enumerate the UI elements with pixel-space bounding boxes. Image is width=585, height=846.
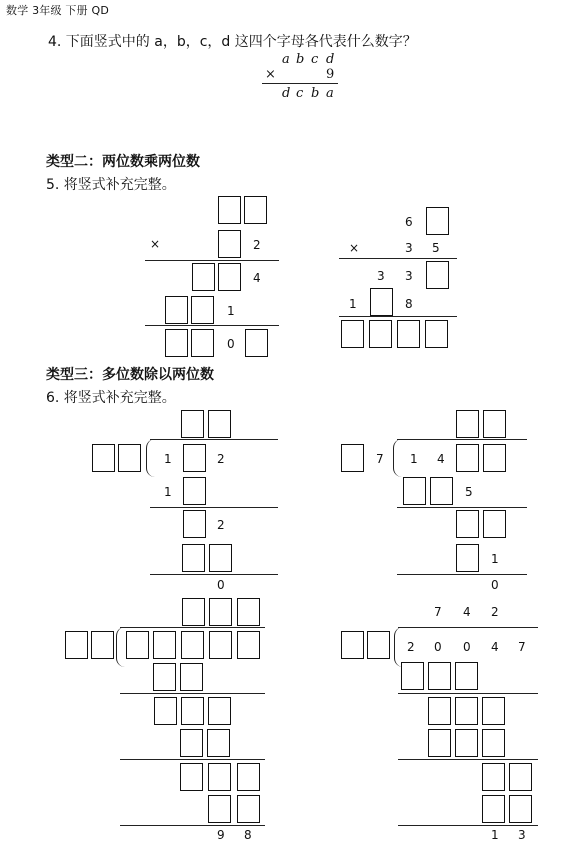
question-5-label: 5. 将竖式补充完整。 (46, 177, 176, 193)
blank-box[interactable] (370, 288, 393, 316)
blank-box[interactable] (118, 444, 141, 472)
digit: 4 (491, 640, 499, 654)
rule (398, 693, 538, 694)
q4-multiplier: 9 (326, 67, 335, 82)
blank-box[interactable] (208, 795, 231, 823)
blank-box[interactable] (207, 729, 230, 757)
rule (398, 825, 538, 826)
blank-box[interactable] (181, 697, 204, 725)
blank-box[interactable] (165, 296, 188, 324)
blank-box[interactable] (153, 663, 176, 691)
blank-box[interactable] (191, 296, 214, 324)
digit: 0 (434, 640, 442, 654)
blank-box[interactable] (483, 510, 506, 538)
blank-box[interactable] (425, 320, 448, 348)
times-sign: × (150, 237, 161, 251)
blank-box[interactable] (208, 697, 231, 725)
division-bar (398, 627, 538, 628)
blank-box[interactable] (237, 598, 260, 626)
blank-box[interactable] (244, 196, 267, 224)
blank-box[interactable] (165, 329, 188, 357)
q4-result-digit: a (326, 86, 334, 101)
blank-box[interactable] (456, 544, 479, 572)
blank-box[interactable] (153, 631, 176, 659)
digit: 4 (463, 605, 471, 619)
blank-box[interactable] (509, 795, 532, 823)
q4-digit: d (326, 52, 335, 67)
rule (120, 825, 265, 826)
blank-box[interactable] (183, 510, 206, 538)
digit: 6 (405, 215, 413, 229)
rule (150, 507, 278, 508)
q4-result-digit: b (311, 86, 320, 101)
blank-box[interactable] (455, 697, 478, 725)
digit: 1 (349, 297, 357, 311)
digit: 0 (463, 640, 471, 654)
blank-box[interactable] (455, 662, 478, 690)
blank-box[interactable] (341, 631, 364, 659)
blank-box[interactable] (182, 598, 205, 626)
blank-box[interactable] (181, 631, 204, 659)
digit: 1 (491, 828, 499, 842)
blank-box[interactable] (208, 410, 231, 438)
blank-box[interactable] (367, 631, 390, 659)
blank-box[interactable] (191, 329, 214, 357)
blank-box[interactable] (181, 410, 204, 438)
q4-times-sign: × (265, 67, 276, 82)
digit: 2 (217, 518, 225, 532)
digit: 0 (217, 578, 225, 592)
digit: 7 (434, 605, 442, 619)
blank-box[interactable] (237, 795, 260, 823)
digit: 5 (432, 241, 440, 255)
digit: 1 (410, 452, 418, 466)
division-bar (150, 439, 278, 440)
rule (398, 759, 538, 760)
q4-digit: c (311, 52, 319, 67)
digit: 8 (405, 297, 413, 311)
blank-box[interactable] (509, 763, 532, 791)
division-bracket (116, 627, 125, 667)
rule (339, 258, 457, 259)
blank-box[interactable] (426, 207, 449, 235)
digit: 3 (377, 269, 385, 283)
division-bar (120, 627, 265, 628)
blank-box[interactable] (341, 444, 364, 472)
blank-box[interactable] (218, 263, 241, 291)
q4-digit: a (282, 52, 290, 67)
blank-box[interactable] (403, 477, 426, 505)
blank-box[interactable] (430, 477, 453, 505)
blank-box[interactable] (126, 631, 149, 659)
digit: 0 (491, 578, 499, 592)
digit: 1 (227, 304, 235, 318)
blank-box[interactable] (341, 320, 364, 348)
blank-box[interactable] (482, 795, 505, 823)
section-2-title: 类型二：两位数乘两位数 (46, 154, 200, 170)
digit: 7 (518, 640, 526, 654)
division-bracket (394, 627, 403, 667)
digit: 9 (217, 828, 225, 842)
blank-box[interactable] (92, 444, 115, 472)
blank-box[interactable] (209, 598, 232, 626)
blank-box[interactable] (401, 662, 424, 690)
blank-box[interactable] (180, 663, 203, 691)
blank-box[interactable] (237, 763, 260, 791)
rule (120, 759, 265, 760)
division-bar (397, 439, 527, 440)
blank-box[interactable] (218, 196, 241, 224)
rule (145, 260, 279, 261)
digit: 3 (405, 241, 413, 255)
blank-box[interactable] (192, 263, 215, 291)
question-4-label: 4. 下面竖式中的 a，b，c，d 这四个字母各代表什么数字？ (48, 34, 417, 50)
blank-box[interactable] (218, 230, 241, 258)
digit: 2 (407, 640, 415, 654)
blank-box[interactable] (209, 631, 232, 659)
page-header: 数学 3年级 下册 QD (6, 4, 110, 17)
rule (397, 574, 527, 575)
digit: 1 (164, 485, 172, 499)
digit: 2 (253, 238, 261, 252)
blank-box[interactable] (91, 631, 114, 659)
blank-box[interactable] (482, 763, 505, 791)
digit: 4 (253, 271, 261, 285)
rule (150, 574, 278, 575)
blank-box[interactable] (428, 662, 451, 690)
blank-box[interactable] (237, 631, 260, 659)
blank-box[interactable] (209, 544, 232, 572)
blank-box[interactable] (483, 444, 506, 472)
q4-result-digit: c (296, 86, 304, 101)
blank-box[interactable] (483, 410, 506, 438)
q4-rule (262, 83, 338, 84)
digit: 7 (376, 452, 384, 466)
digit: 4 (437, 452, 445, 466)
blank-box[interactable] (456, 510, 479, 538)
digit: 8 (244, 828, 252, 842)
digit: 5 (465, 485, 473, 499)
question-6-label: 6. 将竖式补充完整。 (46, 390, 176, 406)
blank-box[interactable] (456, 444, 479, 472)
rule (145, 325, 279, 326)
blank-box[interactable] (65, 631, 88, 659)
q4-result-digit: d (282, 86, 291, 101)
digit: 1 (164, 452, 172, 466)
blank-box[interactable] (182, 544, 205, 572)
blank-box[interactable] (183, 444, 206, 472)
blank-box[interactable] (397, 320, 420, 348)
blank-box[interactable] (180, 763, 203, 791)
blank-box[interactable] (183, 477, 206, 505)
blank-box[interactable] (482, 729, 505, 757)
blank-box[interactable] (428, 729, 451, 757)
digit: 0 (227, 337, 235, 351)
blank-box[interactable] (455, 729, 478, 757)
blank-box[interactable] (245, 329, 268, 357)
blank-box[interactable] (426, 261, 449, 289)
digit: 2 (491, 605, 499, 619)
blank-box[interactable] (482, 697, 505, 725)
blank-box[interactable] (428, 697, 451, 725)
rule (397, 507, 527, 508)
section-3-title: 类型三：多位数除以两位数 (46, 367, 214, 383)
rule (339, 316, 457, 317)
blank-box[interactable] (180, 729, 203, 757)
blank-box[interactable] (154, 697, 177, 725)
q4-digit: b (296, 52, 305, 67)
division-bracket (393, 439, 402, 477)
digit: 3 (518, 828, 526, 842)
digit: 1 (491, 552, 499, 566)
blank-box[interactable] (208, 763, 231, 791)
digit: 2 (217, 452, 225, 466)
division-bracket (146, 439, 155, 477)
rule (120, 693, 265, 694)
blank-box[interactable] (456, 410, 479, 438)
times-sign: × (349, 241, 360, 255)
blank-box[interactable] (369, 320, 392, 348)
digit: 3 (405, 269, 413, 283)
